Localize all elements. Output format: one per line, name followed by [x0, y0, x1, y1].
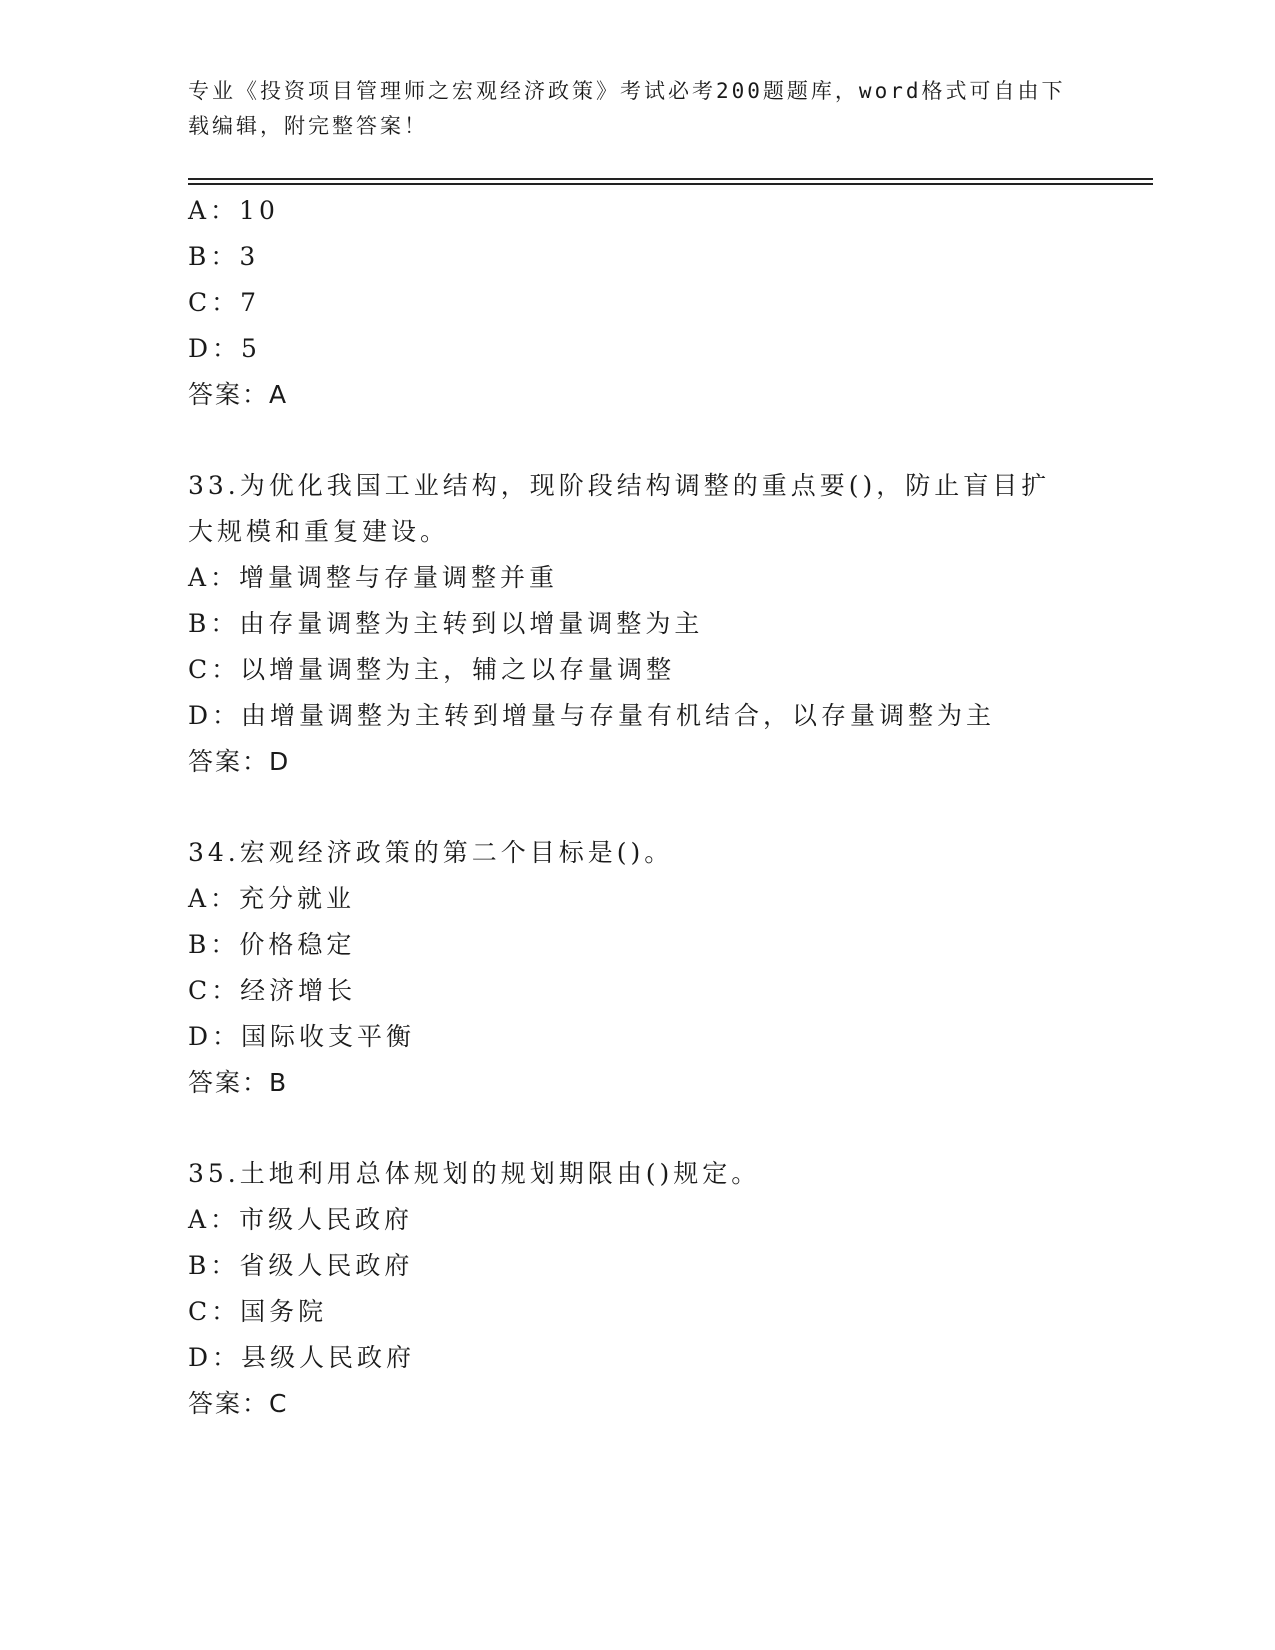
option-c: C：以增量调整为主，辅之以存量调整: [188, 655, 676, 684]
question-stem: 35.土地利用总体规划的规划期限由()规定。: [188, 1159, 761, 1188]
option-d: D：国际收支平衡: [188, 1022, 416, 1051]
answer-line: 答案：D: [188, 747, 291, 776]
option-b: B：省级人民政府: [188, 1251, 414, 1280]
answer-line: 答案：A: [188, 380, 289, 409]
question-block-32: [188, 188, 1148, 418]
question-block-33: [188, 463, 1148, 785]
option-c: C：国务院: [188, 1297, 328, 1326]
question-block-34: [188, 830, 1148, 1106]
option-d: D：县级人民政府: [188, 1343, 416, 1372]
header-divider-bottom: [188, 183, 1153, 185]
answer-line: 答案：B: [188, 1068, 289, 1097]
question-stem: 34.宏观经济政策的第二个目标是()。: [188, 838, 674, 867]
header-divider-top: [188, 178, 1153, 180]
option-a: A：充分就业: [188, 884, 356, 913]
option-a: A：10: [188, 196, 279, 225]
question-list: [188, 188, 1148, 1427]
document-header: 专业《投资项目管理师之宏观经济政策》考试必考200题题库，word格式可自由下载编辑，附完整答案！: [188, 79, 1066, 138]
question-block-35: [188, 1151, 1148, 1427]
question-stem: 33.为优化我国工业结构，现阶段结构调整的重点要()，防止盲目扩大规模和重复建设。: [188, 471, 1051, 546]
option-a: A：市级人民政府: [188, 1205, 414, 1234]
option-c: C：7: [188, 288, 261, 317]
option-d: D：5: [188, 334, 261, 363]
option-c: C：经济增长: [188, 976, 357, 1005]
answer-line: 答案：C: [188, 1389, 289, 1418]
option-d: D：由增量调整为主转到增量与存量有机结合，以存量调整为主: [188, 701, 996, 730]
option-b: B：价格稳定: [188, 930, 356, 959]
option-b: B：由存量调整为主转到以增量调整为主: [188, 609, 704, 638]
option-a: A：增量调整与存量调整并重: [188, 563, 559, 592]
option-b: B：3: [188, 242, 260, 271]
